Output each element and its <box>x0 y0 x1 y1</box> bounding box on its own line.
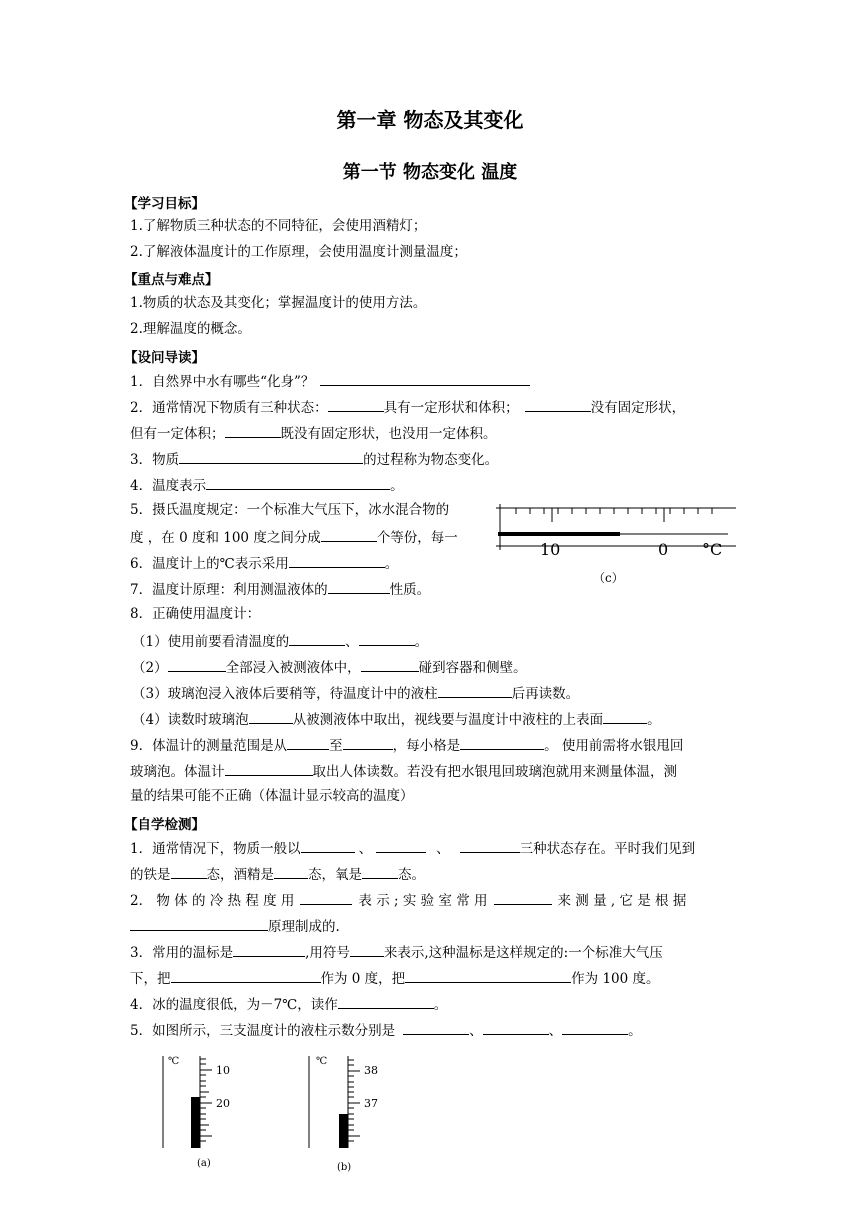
chapter-title: 第一章 物态及其变化 <box>336 108 524 132</box>
answer-blank[interactable] <box>225 761 313 776</box>
thermometer-figure-c <box>496 500 736 572</box>
answer-blank[interactable] <box>249 709 293 724</box>
figure-b-label-37: 37 <box>364 1097 378 1110</box>
answer-blank[interactable] <box>171 968 321 983</box>
answer-blank[interactable] <box>362 864 398 879</box>
guide-q5-cont: 度 ，在 0 度和 100 度之间分成 个等份，每一 <box>130 527 458 547</box>
answer-blank[interactable] <box>343 735 393 750</box>
guide-q1: 1．自然界中水有哪些“化身”？ <box>130 371 530 391</box>
answer-blank[interactable] <box>300 890 352 905</box>
answer-blank[interactable] <box>328 397 384 412</box>
guide-q7: 7．温度计原理：利用测温液体的 性质。 <box>130 579 430 599</box>
answer-blank[interactable] <box>206 475 390 490</box>
objective-item: 2.了解液体温度计的工作原理，会使用温度计测量温度； <box>130 244 467 260</box>
guide-q9-cont: 玻璃泡。体温计 取出人体读数。若没有把水银甩回玻璃泡就用来测量体温，测 <box>130 761 677 781</box>
guide-q5: 5．摄氏温度规定：一个标准大气压下，冰水混合物的 <box>130 502 450 518</box>
guide-q9: 9．体温计的测量范围是从 至 ，每小格是 。 使用前需将水银甩回 <box>130 735 683 755</box>
guide-q8-1: （1）使用前要看清温度的 、 。 <box>132 631 428 651</box>
self-test-q2-cont: 原理制成的. <box>130 916 340 936</box>
figure-b-caption: (b) <box>337 1162 352 1173</box>
self-test-q3-cont: 下，把 作为 0 度，把 作为 100 度。 <box>130 968 660 988</box>
key-point-item: 2.理解温度的概念。 <box>130 321 251 337</box>
answer-blank[interactable] <box>287 735 329 750</box>
answer-blank[interactable] <box>168 657 226 672</box>
answer-blank[interactable] <box>274 864 308 879</box>
figure-a-label-10: 10 <box>216 1064 230 1077</box>
answer-blank[interactable] <box>320 371 530 386</box>
objectives-heading: 【学习目标】 <box>124 196 205 212</box>
answer-blank[interactable] <box>494 890 552 905</box>
answer-blank[interactable] <box>338 994 434 1009</box>
answer-blank[interactable] <box>225 423 281 438</box>
answer-blank[interactable] <box>376 838 426 853</box>
figure-a-unit: ℃ <box>168 1056 180 1067</box>
self-test-q5: 5．如图所示，三支温度计的液柱示数分别是 、 、 。 <box>130 1020 642 1040</box>
self-test-q3: 3．常用的温标是 ,用符号 来表示,这种温标是这样规定的:一个标准大气压 <box>130 942 663 962</box>
guide-q3: 3．物质 的过程称为物态变化。 <box>130 449 498 469</box>
thermometer-figure-b <box>308 1054 388 1154</box>
guide-q8: 8．正确使用温度计： <box>130 606 261 622</box>
guide-q8-2: （2） 全部浸入被测液体中， 碰到容器和侧壁。 <box>132 657 527 677</box>
answer-blank[interactable] <box>403 1020 469 1035</box>
thermometer-c-drawing <box>496 500 736 572</box>
key-point-item: 1.物质的状态及其变化；掌握温度计的使用方法。 <box>130 295 427 311</box>
answer-blank[interactable] <box>289 631 345 646</box>
answer-blank[interactable] <box>460 735 544 750</box>
self-test-heading: 【自学检测】 <box>124 817 205 833</box>
key-points-heading: 【重点与难点】 <box>124 272 219 288</box>
figure-c-caption: （c） <box>593 571 624 585</box>
figure-c-label-0: 0 <box>658 540 669 559</box>
figure-b-label-38: 38 <box>364 1064 378 1077</box>
answer-blank[interactable] <box>350 942 384 957</box>
answer-blank[interactable] <box>483 1020 549 1035</box>
answer-blank[interactable] <box>460 838 520 853</box>
guide-heading: 【设问导读】 <box>124 350 205 366</box>
answer-blank[interactable] <box>130 916 268 931</box>
guide-q8-4: （4）读数时玻璃泡 从被测液体中取出，视线要与温度计中液柱的上表面 。 <box>132 709 661 729</box>
answer-blank[interactable] <box>328 579 390 594</box>
answer-blank[interactable] <box>361 657 419 672</box>
self-test-q4: 4．冰的温度很低，为－7℃，读作 。 <box>130 994 447 1014</box>
guide-q6: 6．温度计上的℃表示采用 。 <box>130 553 398 573</box>
answer-blank[interactable] <box>233 942 305 957</box>
objective-item: 1.了解物质三种状态的不同特征，会使用酒精灯； <box>130 218 427 234</box>
answer-blank[interactable] <box>289 553 385 568</box>
thermometer-figure-a <box>160 1054 240 1154</box>
answer-blank[interactable] <box>438 683 512 698</box>
guide-q4: 4．温度表示 。 <box>130 475 404 495</box>
figure-a-caption: (a) <box>197 1158 211 1169</box>
answer-blank[interactable] <box>525 397 591 412</box>
answer-blank[interactable] <box>405 968 571 983</box>
self-test-q2: 2． 物 体 的 冷 热 程 度 用 表 示 ; 实 验 室 常 用 来 测 量 , 它 是 根 据 <box>130 890 686 910</box>
guide-q2-cont: 但有一定体积； 既没有固定形状，也没用一定体积。 <box>130 423 497 443</box>
guide-q2: 2．通常情况下物质有三种状态： 具有一定形状和体积； 没有固定形状， <box>130 397 685 417</box>
section-title: 第一节 物态变化 温度 <box>342 162 518 183</box>
figure-c-label-10: 10 <box>540 540 561 559</box>
answer-blank[interactable] <box>321 527 377 542</box>
guide-q8-3: （3）玻璃泡浸入液体后要稍等，待温度计中的液柱 后再读数。 <box>132 683 579 703</box>
figure-c-unit: °C <box>702 540 723 559</box>
figure-a-label-20: 20 <box>216 1097 230 1110</box>
answer-blank[interactable] <box>171 864 207 879</box>
guide-q9-cont2: 量的结果可能不正确（体温计显示较高的温度） <box>130 788 414 804</box>
answer-blank[interactable] <box>562 1020 628 1035</box>
answer-blank[interactable] <box>359 631 415 646</box>
figure-b-unit: ℃ <box>316 1056 328 1067</box>
answer-blank[interactable] <box>603 709 647 724</box>
self-test-q1: 1．通常情况下，物质一般以 、 、 三种状态存在。平时我们见到 <box>130 838 695 858</box>
answer-blank[interactable] <box>179 449 363 464</box>
self-test-q1-cont: 的铁是 态，酒精是 态，氧是 态。 <box>130 864 425 884</box>
answer-blank[interactable] <box>301 838 355 853</box>
